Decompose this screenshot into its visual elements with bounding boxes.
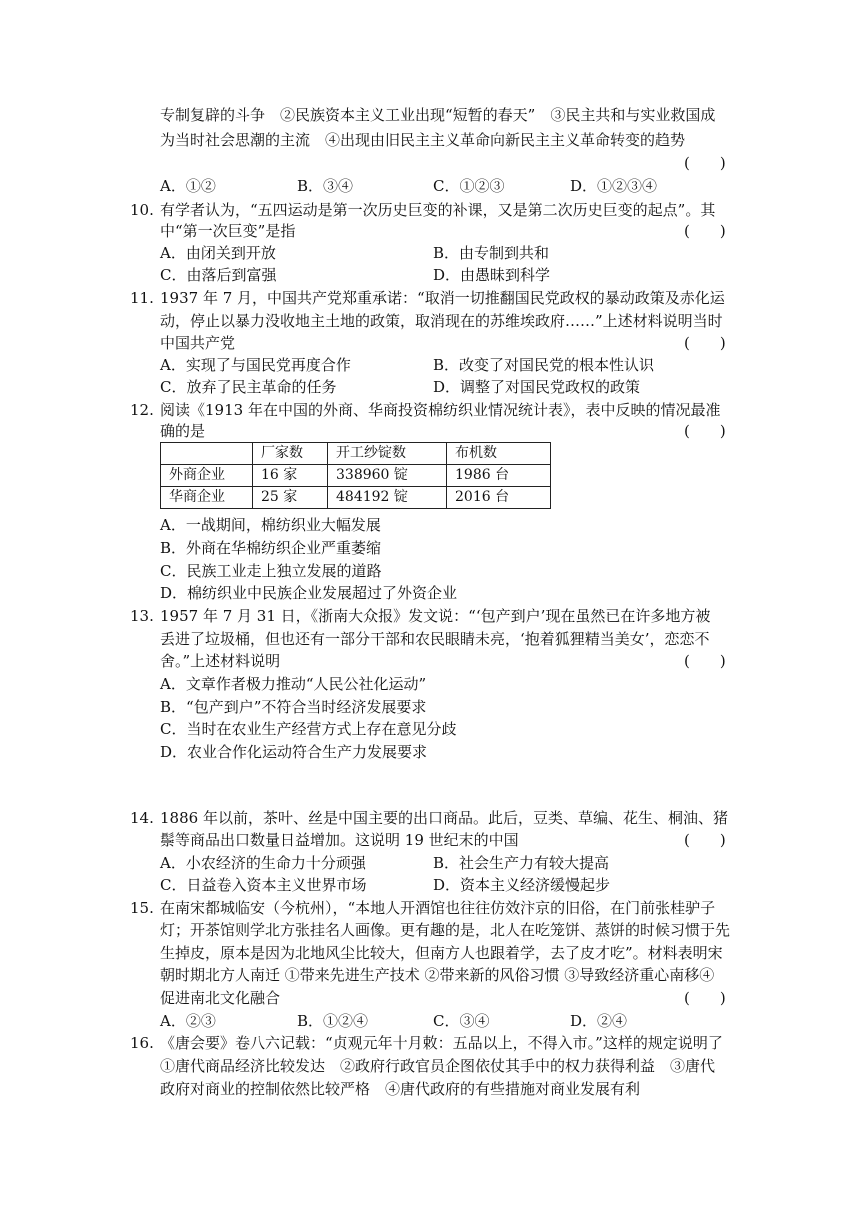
- q15-text-line-2: 灯；开茶馆则学北方张挂名人画像。更有趣的是，北人在吃笼饼、蒸饼的时候习惯于先: [160, 921, 731, 939]
- q12-number: 12.: [130, 401, 154, 419]
- q15-text-line-3: 生掉皮，原本是因为北地风尘比较大，但南方人也跟着学，去了皮才吃”。材料表明宋: [160, 944, 723, 962]
- q10-text-line-1: 有学者认为，“五四运动是第一次历史巨变的补课，又是第二次历史巨变的起点”。其: [160, 201, 716, 219]
- q11-number: 11.: [130, 289, 154, 307]
- q11-option-a: A．实现了与国民党再度合作: [160, 356, 351, 374]
- q12-text-line-2: 确的是: [160, 422, 206, 440]
- q14-option-a: A．小农经济的生命力十分顽强: [160, 854, 366, 872]
- table-cell: 25 家: [253, 487, 328, 509]
- q11-text-line-2: 动，停止以暴力没收地主土地的政策，取消现在的苏维埃政府……”上述材料说明当时: [160, 312, 723, 330]
- q15-option-d: D．②④: [570, 1012, 628, 1030]
- table-header-cell: 厂家数: [253, 443, 328, 465]
- q13-option-a: A．文章作者极力推动“人民公社化运动”: [160, 675, 427, 693]
- q15-text-line-4: 朝时期北方人南迁 ①带来先进生产技术 ②带来新的风俗习惯 ③导致经济重心南移④: [160, 966, 715, 984]
- q13-text-line-1: 1957 年 7 月 31 日，《浙南大众报》发文说：“‘包产到户’现在虽然已在许多地方被: [160, 607, 711, 625]
- q9-option-b: B．③④: [297, 177, 354, 195]
- q10-option-b: B．由专制到共和: [433, 244, 550, 262]
- table-cell: 外商企业: [161, 465, 253, 487]
- q15-option-b: B．①②④: [297, 1012, 369, 1030]
- table-cell: 2016 台: [447, 487, 551, 509]
- q9-option-d: D．①②③④: [570, 177, 658, 195]
- table-cell: 1986 台: [447, 465, 551, 487]
- q14-option-b: B．社会生产力有较大提高: [433, 854, 610, 872]
- cotton-industry-table: [160, 442, 551, 509]
- q9-text-line-2: 为当时社会思潮的主流 ④出现由旧民主主义革命向新民主主义革命转变的趋势: [160, 131, 686, 149]
- q11-text-line-3: 中国共产党: [160, 334, 236, 352]
- q14-option-d: D．资本主义经济缓慢起步: [433, 876, 611, 894]
- q15-text-line-5: 促进南北文化融合: [160, 989, 281, 1007]
- q11-option-b: B．改变了对国民党的根本性认识: [433, 356, 655, 374]
- table-header-cell: 布机数: [447, 443, 551, 465]
- table-row: [161, 465, 551, 487]
- q15-text-line-1: 在南宋都城临安（今杭州），“本地人开酒馆也往往仿效汴京的旧俗，在门前张桂驴子: [160, 899, 716, 917]
- q14-text-line-2: 鬃等商品出口数量日益增加。这说明 19 世纪末的中国: [160, 831, 519, 849]
- table-header-cell: [161, 443, 253, 465]
- q11-text-line-1: 1937 年 7 月，中国共产党郑重承诺：“取消一切推翻国民党政权的暴动政策及赤化运: [160, 289, 725, 307]
- q16-text-line-2: ①唐代商品经济比较发达 ②政府行政官员企图依仗其手中的权力获得利益 ③唐代: [160, 1057, 716, 1075]
- q10-option-d: D．由愚昧到科学: [433, 266, 551, 284]
- q15-answer-paren: ( ): [684, 989, 726, 1007]
- q15-option-c: C．③④: [433, 1012, 490, 1030]
- q15-option-a: A．②③: [160, 1012, 216, 1030]
- q14-answer-paren: ( ): [684, 831, 726, 849]
- q12-option-d: D．棉纺织业中民族企业发展超过了外资企业: [160, 584, 458, 602]
- table-cell: 华商企业: [161, 487, 253, 509]
- q12-text-line-1: 阅读《1913 年在中国的外商、华商投资棉纺织业情况统计表》，表中反映的情况最准: [160, 401, 721, 419]
- q13-text-line-2: 丢进了垃圾桶，但也还有一部分干部和农民眼睛未亮，‘抱着狐狸精当美女’，恋恋不: [160, 630, 710, 648]
- q11-answer-paren: ( ): [684, 334, 726, 352]
- q10-answer-paren: ( ): [684, 222, 726, 240]
- q10-text-line-2: 中“第一次巨变”是指: [160, 222, 296, 240]
- q14-option-c: C．日益卷入资本主义世界市场: [160, 876, 367, 894]
- q9-option-c: C．①②③: [433, 177, 505, 195]
- q15-number: 15.: [130, 899, 154, 917]
- table-row: [161, 487, 551, 509]
- q13-option-b: B．“包产到户”不符合当时经济发展要求: [160, 698, 427, 716]
- table-header-cell: 开工纱锭数: [328, 443, 447, 465]
- q10-option-c: C．由落后到富强: [160, 266, 277, 284]
- q10-number: 10.: [130, 201, 154, 219]
- table-cell: 16 家: [253, 465, 328, 487]
- q12-option-c: C．民族工业走上独立发展的道路: [160, 562, 382, 580]
- q13-answer-paren: ( ): [684, 652, 726, 670]
- q10-option-a: A．由闭关到开放: [160, 244, 276, 262]
- q9-answer-paren: ( ): [684, 154, 726, 172]
- q13-option-c: C．当时在农业生产经营方式上存在意见分歧: [160, 720, 457, 738]
- q11-option-d: D．调整了对国民党政权的政策: [433, 378, 641, 396]
- q14-number: 14.: [130, 809, 154, 827]
- table-header-row: [161, 443, 551, 465]
- q16-number: 16.: [130, 1034, 154, 1052]
- q16-text-line-3: 政府对商业的控制依然比较严格 ④唐代政府的有些措施对商业发展有利: [160, 1080, 641, 1098]
- q11-option-c: C．放弃了民主革命的任务: [160, 378, 337, 396]
- table-cell: 484192 锭: [328, 487, 447, 509]
- q9-text-line-1: 专制复辟的斗争 ②民族资本主义工业出现“短暂的春天” ③民主共和与实业救国成: [160, 106, 716, 124]
- q12-answer-paren: ( ): [684, 422, 726, 440]
- q12-option-a: A．一战期间，棉纺织业大幅发展: [160, 516, 381, 534]
- q14-text-line-1: 1886 年以前，茶叶、丝是中国主要的出口商品。此后，豆类、草编、花生、桐油、猪: [160, 809, 728, 827]
- q16-text-line-1: 《唐会要》卷八六记载：“贞观元年十月敕：五品以上，不得入市。”这样的规定说明了: [160, 1034, 723, 1052]
- q13-option-d: D．农业合作化运动符合生产力发展要求: [160, 743, 428, 761]
- table-cell: 338960 锭: [328, 465, 447, 487]
- q9-option-a: A．①②: [160, 177, 216, 195]
- q13-number: 13.: [130, 607, 154, 625]
- q13-text-line-3: 舍。”上述材料说明: [160, 652, 281, 670]
- q12-option-b: B．外商在华棉纺织企业严重萎缩: [160, 539, 382, 557]
